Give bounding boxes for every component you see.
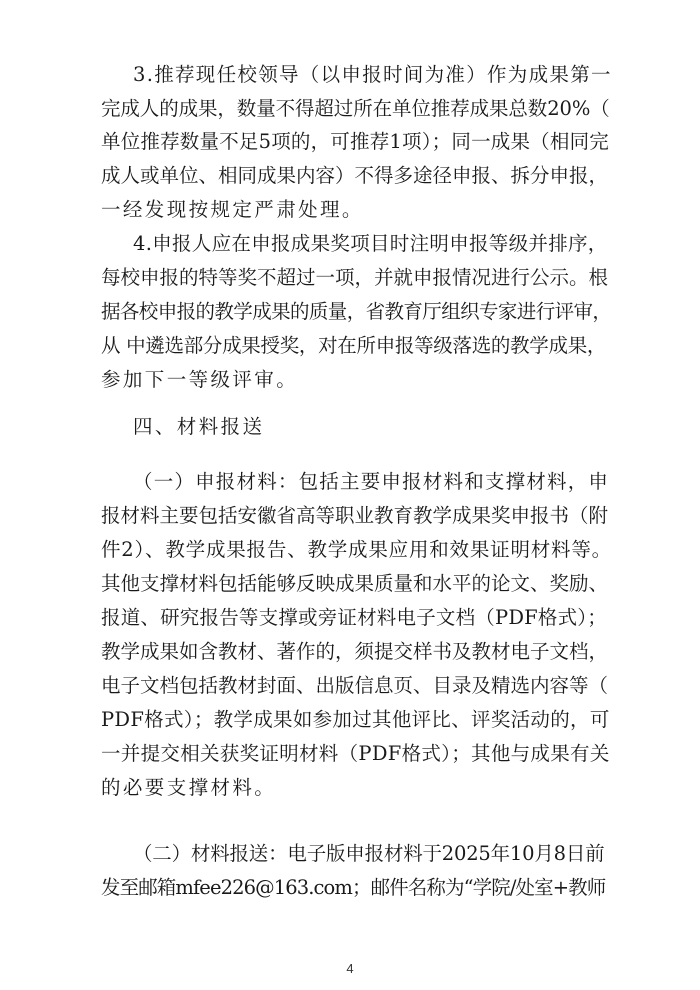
body-line: 一并提交相关获奖证明材料（PDF格式）；其他与成果有关 bbox=[101, 742, 610, 765]
section-heading: 四、材料报送 bbox=[133, 415, 265, 438]
body-line: 每校申报的特等奖不超过一项，并就申报情况进行公示。根 bbox=[101, 266, 609, 289]
body-line: 教学成果如含教材、著作的，须提交样书及教材电子文档， bbox=[101, 640, 609, 663]
body-line: 发至邮箱mfee226@163.com；邮件名称为“学院/处室+教师 bbox=[101, 876, 606, 899]
body-line: 3.推荐现任校领导（以申报时间为准）作为成果第一 bbox=[133, 63, 612, 86]
body-line: 完成人的成果，数量不得超过所在单位推荐成果总数20%（ bbox=[101, 97, 610, 120]
body-line: 据各校申报的教学成果的质量，省教育厅组织专家进行评审， bbox=[101, 300, 612, 323]
body-line: 4.申报人应在申报成果奖项目时注明申报等级并排序， bbox=[133, 232, 608, 255]
page-number: 4 bbox=[346, 961, 354, 976]
body-line: PDF格式）；教学成果如参加过其他评比、评奖活动的，可 bbox=[101, 708, 610, 731]
body-line: 一经发现按规定严肃处理。 bbox=[101, 198, 364, 221]
body-line: 其他支撑材料包括能够反映成果质量和水平的论文、奖励、 bbox=[101, 572, 609, 595]
body-line: 从 中遴选部分成果授奖，对在所申报等级落选的教学成果， bbox=[101, 334, 607, 357]
body-line: （一）申报材料：包括主要申报材料和支撑材料，申 bbox=[133, 470, 610, 493]
body-line: 成人或单位、相同成果内容）不得多途径申报、拆分申报， bbox=[101, 164, 609, 187]
body-line: 报材料主要包括安徽省高等职业教育教学成果奖申报书（附 bbox=[101, 504, 609, 527]
body-line: 报道、研究报告等支撑或旁证材料电子文档（PDF格式）； bbox=[101, 606, 607, 629]
body-line: 单位推荐数量不足5项的，可推荐1项）；同一成果（相同完 bbox=[101, 130, 609, 153]
body-line: （二）材料报送：电子版申报材料于2025年10月8日前 bbox=[133, 842, 605, 865]
body-line: 电子文档包括教材封面、出版信息页、目录及精选内容等（ bbox=[101, 674, 609, 697]
body-line: 的必要支撑材料。 bbox=[101, 776, 277, 799]
body-line: 件2）、教学成果报告、教学成果应用和效果证明材料等。 bbox=[101, 538, 612, 561]
body-line: 参加下一等级评审。 bbox=[101, 368, 299, 391]
